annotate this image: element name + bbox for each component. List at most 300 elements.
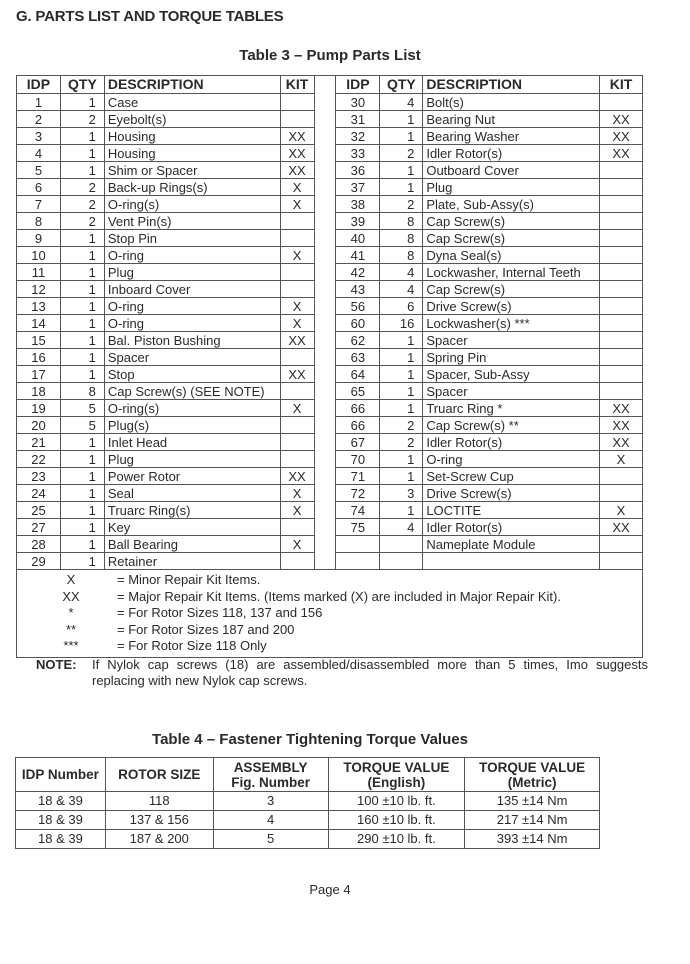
cell-description: O-ring: [104, 247, 280, 264]
cell-idp: [336, 553, 380, 570]
cell-idp: 38: [336, 196, 380, 213]
cell-qty: 1: [60, 451, 104, 468]
legend-item: [17, 572, 642, 589]
cell-description: Shim or Spacer: [104, 162, 280, 179]
cell-qty: 4: [380, 519, 423, 536]
cell-description: Cap Screw(s): [423, 281, 600, 298]
cell-torque-english: 290 ±10 lb. ft.: [328, 830, 465, 849]
cell-qty: 1: [60, 485, 104, 502]
cell-description: Spring Pin: [423, 349, 600, 366]
table-row: [16, 792, 600, 811]
cell-idp: 32: [336, 128, 380, 145]
cell-qty: 1: [60, 145, 104, 162]
legend-symbol: X: [66, 572, 76, 587]
legend-item: [17, 638, 642, 655]
cell-description: Lockwasher, Internal Teeth: [423, 264, 600, 281]
table-row: [17, 553, 643, 570]
cell-description: [423, 553, 600, 570]
cell-rotor-size: 187 & 200: [105, 830, 213, 849]
cell-qty: 6: [380, 298, 423, 315]
cell-qty: 1: [380, 179, 423, 196]
cell-idp: 22: [17, 451, 61, 468]
note: [36, 657, 648, 689]
torque-values-table: [15, 757, 600, 849]
cell-kit: X: [599, 451, 642, 468]
column-gap: [314, 383, 336, 400]
cell-kit: XX: [599, 417, 642, 434]
legend-text: = For Rotor Sizes 118, 137 and 156: [117, 605, 323, 620]
column-gap: [314, 298, 336, 315]
table-row: [17, 145, 643, 162]
cell-idp: 17: [17, 366, 61, 383]
cell-description: Power Rotor: [104, 468, 280, 485]
table-row: [17, 349, 643, 366]
cell-rotor-size: 137 & 156: [105, 811, 213, 830]
cell-description: Plug: [104, 451, 280, 468]
table-row: [17, 536, 643, 553]
cell-qty: 1: [60, 281, 104, 298]
cell-fig-number: 4: [213, 811, 328, 830]
column-gap: [314, 502, 336, 519]
cell-kit: [280, 230, 314, 247]
cell-idp: 18: [17, 383, 61, 400]
cell-qty: 2: [380, 196, 423, 213]
column-gap: [314, 553, 336, 570]
cell-qty: 4: [380, 94, 423, 111]
cell-idp: 30: [336, 94, 380, 111]
table-row: [17, 502, 643, 519]
cell-idp: 27: [17, 519, 61, 536]
cell-qty: 1: [60, 434, 104, 451]
col-header-idp: IDP: [336, 76, 380, 94]
legend-row: [17, 570, 643, 658]
cell-kit: X: [280, 485, 314, 502]
table-row: [17, 519, 643, 536]
cell-idp: 64: [336, 366, 380, 383]
cell-description: Vent Pin(s): [104, 213, 280, 230]
cell-description: Spacer: [104, 349, 280, 366]
cell-torque-metric: 393 ±14 Nm: [465, 830, 600, 849]
cell-idp: 65: [336, 383, 380, 400]
cell-qty: 1: [380, 502, 423, 519]
cell-idp: 23: [17, 468, 61, 485]
cell-idp: 71: [336, 468, 380, 485]
cell-idp: 70: [336, 451, 380, 468]
column-gap: [314, 349, 336, 366]
cell-description: Cap Screw(s) (SEE NOTE): [104, 383, 280, 400]
cell-idp: 74: [336, 502, 380, 519]
kit-legend: [17, 570, 643, 658]
column-gap: [314, 76, 336, 94]
table-row: [17, 179, 643, 196]
cell-description: O-ring: [104, 298, 280, 315]
cell-kit: X: [280, 502, 314, 519]
cell-qty: 1: [60, 536, 104, 553]
cell-kit: [599, 332, 642, 349]
cell-kit: [280, 349, 314, 366]
cell-idp: 41: [336, 247, 380, 264]
column-gap: [314, 281, 336, 298]
table-row: [17, 298, 643, 315]
legend-item: [17, 605, 642, 622]
cell-qty: 8: [380, 247, 423, 264]
cell-description: Truarc Ring *: [423, 400, 600, 417]
cell-qty: 1: [380, 366, 423, 383]
cell-qty: 1: [60, 349, 104, 366]
cell-kit: [280, 417, 314, 434]
col-header-kit: KIT: [280, 76, 314, 94]
cell-description: Retainer: [104, 553, 280, 570]
cell-idp: 3: [17, 128, 61, 145]
cell-qty: 5: [60, 417, 104, 434]
cell-qty: 2: [380, 434, 423, 451]
cell-qty: 1: [60, 128, 104, 145]
table-row: [17, 417, 643, 434]
cell-fig-number: 5: [213, 830, 328, 849]
cell-qty: 2: [60, 111, 104, 128]
cell-kit: [599, 281, 642, 298]
column-gap: [314, 162, 336, 179]
cell-idp: 6: [17, 179, 61, 196]
column-gap: [314, 468, 336, 485]
column-gap: [314, 417, 336, 434]
table-row: [17, 451, 643, 468]
cell-idp: 29: [17, 553, 61, 570]
cell-qty: 2: [60, 213, 104, 230]
col-header-description: DESCRIPTION: [104, 76, 280, 94]
table-header-row: [16, 758, 600, 792]
cell-description: Plate, Sub-Assy(s): [423, 196, 600, 213]
cell-kit: XX: [599, 111, 642, 128]
cell-idp-number: 18 & 39: [16, 811, 106, 830]
cell-kit: X: [280, 536, 314, 553]
cell-qty: 1: [60, 162, 104, 179]
column-gap: [314, 128, 336, 145]
cell-description: Idler Rotor(s): [423, 145, 600, 162]
column-gap: [314, 196, 336, 213]
cell-qty: 1: [380, 332, 423, 349]
cell-kit: XX: [599, 434, 642, 451]
legend-text: = For Rotor Sizes 187 and 200: [117, 621, 295, 637]
cell-idp: 15: [17, 332, 61, 349]
cell-description: Spacer: [423, 332, 600, 349]
cell-description: Housing: [104, 145, 280, 162]
cell-description: O-ring(s): [104, 196, 280, 213]
cell-description: Idler Rotor(s): [423, 519, 600, 536]
col-header-rotor-size: ROTOR SIZE: [105, 758, 213, 792]
table-row: [17, 213, 643, 230]
cell-kit: [599, 196, 642, 213]
column-gap: [314, 111, 336, 128]
column-gap: [314, 485, 336, 502]
cell-idp: 25: [17, 502, 61, 519]
table-row: [17, 111, 643, 128]
legend-symbol: XX: [62, 588, 80, 604]
cell-description: Back-up Rings(s): [104, 179, 280, 196]
cell-kit: [599, 162, 642, 179]
cell-qty: 1: [380, 111, 423, 128]
cell-kit: XX: [280, 128, 314, 145]
table-row: [17, 128, 643, 145]
table-row: [17, 332, 643, 349]
cell-idp: 40: [336, 230, 380, 247]
cell-torque-english: 100 ±10 lb. ft.: [328, 792, 465, 811]
cell-kit: [280, 281, 314, 298]
cell-torque-metric: 135 ±14 Nm: [465, 792, 600, 811]
cell-idp: 42: [336, 264, 380, 281]
column-gap: [314, 366, 336, 383]
cell-qty: 1: [60, 264, 104, 281]
cell-description: Ball Bearing: [104, 536, 280, 553]
cell-description: Outboard Cover: [423, 162, 600, 179]
column-gap: [314, 264, 336, 281]
column-gap: [314, 332, 336, 349]
cell-description: Bearing Washer: [423, 128, 600, 145]
cell-description: Stop Pin: [104, 230, 280, 247]
cell-qty: 1: [380, 400, 423, 417]
column-gap: [314, 179, 336, 196]
cell-idp: 13: [17, 298, 61, 315]
table-row: [17, 366, 643, 383]
cell-description: Inboard Cover: [104, 281, 280, 298]
cell-idp: 1: [17, 94, 61, 111]
column-gap: [314, 519, 336, 536]
cell-idp: 5: [17, 162, 61, 179]
cell-qty: 2: [60, 196, 104, 213]
cell-qty: 1: [380, 162, 423, 179]
cell-idp: 66: [336, 417, 380, 434]
cell-qty: 1: [380, 451, 423, 468]
cell-kit: [280, 451, 314, 468]
cell-description: Truarc Ring(s): [104, 502, 280, 519]
cell-description: Bearing Nut: [423, 111, 600, 128]
table-header-row: [17, 76, 643, 94]
cell-qty: [380, 553, 423, 570]
cell-idp: 24: [17, 485, 61, 502]
cell-kit: [599, 468, 642, 485]
cell-kit: [599, 366, 642, 383]
cell-kit: XX: [599, 519, 642, 536]
cell-description: Plug: [104, 264, 280, 281]
cell-qty: 1: [60, 230, 104, 247]
cell-kit: [280, 434, 314, 451]
cell-qty: 8: [380, 213, 423, 230]
col-header-qty: QTY: [380, 76, 423, 94]
cell-kit: [599, 230, 642, 247]
cell-qty: 1: [380, 128, 423, 145]
column-gap: [314, 213, 336, 230]
cell-qty: 1: [60, 298, 104, 315]
cell-description: Inlet Head: [104, 434, 280, 451]
cell-description: Drive Screw(s): [423, 485, 600, 502]
cell-kit: [280, 213, 314, 230]
cell-qty: 8: [60, 383, 104, 400]
cell-description: O-ring: [423, 451, 600, 468]
cell-description: Nameplate Module: [423, 536, 600, 553]
cell-description: LOCTITE: [423, 502, 600, 519]
cell-idp: 63: [336, 349, 380, 366]
col-header-torque-metric: TORQUE VALUE (Metric): [465, 758, 600, 792]
note-text: If Nylok cap screws (18) are assembled/disassembled more than 5 times, Imo suggests replacing with new Nylok cap screws.: [92, 657, 648, 688]
cell-qty: 2: [60, 179, 104, 196]
column-gap: [314, 315, 336, 332]
cell-description: Bal. Piston Bushing: [104, 332, 280, 349]
table-row: [16, 811, 600, 830]
cell-description: Case: [104, 94, 280, 111]
cell-qty: 2: [380, 417, 423, 434]
cell-kit: [599, 485, 642, 502]
table-row: [17, 230, 643, 247]
column-gap: [314, 536, 336, 553]
cell-idp: 10: [17, 247, 61, 264]
col-header-idp: IDP: [17, 76, 61, 94]
cell-kit: X: [280, 179, 314, 196]
cell-idp: 16: [17, 349, 61, 366]
cell-kit: [280, 94, 314, 111]
cell-description: Lockwasher(s) ***: [423, 315, 600, 332]
column-gap: [314, 230, 336, 247]
cell-description: Cap Screw(s) **: [423, 417, 600, 434]
table-row: [17, 383, 643, 400]
table-row: [17, 400, 643, 417]
cell-idp: 31: [336, 111, 380, 128]
cell-idp: 7: [17, 196, 61, 213]
cell-kit: X: [599, 502, 642, 519]
section-title: G. PARTS LIST AND TORQUE TABLES: [16, 8, 284, 25]
cell-description: Set-Screw Cup: [423, 468, 600, 485]
column-gap: [314, 451, 336, 468]
col-header-torque-english: TORQUE VALUE (English): [328, 758, 465, 792]
cell-idp: 9: [17, 230, 61, 247]
cell-description: Spacer, Sub-Assy: [423, 366, 600, 383]
cell-qty: 1: [60, 519, 104, 536]
cell-description: O-ring: [104, 315, 280, 332]
cell-qty: 1: [60, 553, 104, 570]
cell-qty: 1: [380, 349, 423, 366]
cell-idp: 56: [336, 298, 380, 315]
cell-qty: [380, 536, 423, 553]
cell-kit: [599, 553, 642, 570]
cell-kit: [599, 315, 642, 332]
col-header-idp-number: IDP Number: [16, 758, 106, 792]
cell-description: Spacer: [423, 383, 600, 400]
cell-description: Key: [104, 519, 280, 536]
cell-idp: 72: [336, 485, 380, 502]
table-row: [17, 94, 643, 111]
cell-qty: 1: [60, 468, 104, 485]
cell-description: Idler Rotor(s): [423, 434, 600, 451]
cell-idp: 66: [336, 400, 380, 417]
cell-idp: 2: [17, 111, 61, 128]
cell-kit: [599, 298, 642, 315]
table-row: [17, 485, 643, 502]
cell-description: Seal: [104, 485, 280, 502]
cell-description: Housing: [104, 128, 280, 145]
cell-qty: 8: [380, 230, 423, 247]
cell-qty: 1: [60, 247, 104, 264]
cell-kit: X: [280, 298, 314, 315]
cell-rotor-size: 118: [105, 792, 213, 811]
column-gap: [314, 94, 336, 111]
legend-item: [17, 589, 642, 606]
table-row: [17, 247, 643, 264]
cell-qty: 1: [60, 315, 104, 332]
cell-fig-number: 3: [213, 792, 328, 811]
column-gap: [314, 400, 336, 417]
column-gap: [314, 434, 336, 451]
cell-description: Cap Screw(s): [423, 230, 600, 247]
cell-kit: XX: [280, 468, 314, 485]
cell-kit: XX: [280, 162, 314, 179]
col-header-kit: KIT: [599, 76, 642, 94]
cell-description: Dyna Seal(s): [423, 247, 600, 264]
column-gap: [314, 145, 336, 162]
cell-idp-number: 18 & 39: [16, 830, 106, 849]
cell-kit: [280, 111, 314, 128]
cell-idp: 33: [336, 145, 380, 162]
cell-idp: 37: [336, 179, 380, 196]
cell-kit: XX: [280, 366, 314, 383]
cell-qty: 1: [60, 366, 104, 383]
cell-qty: 16: [380, 315, 423, 332]
legend-symbol: **: [65, 621, 77, 637]
cell-description: Stop: [104, 366, 280, 383]
cell-qty: 1: [60, 94, 104, 111]
cell-description: Eyebolt(s): [104, 111, 280, 128]
legend-text: = Major Repair Kit Items. (Items marked (X) are included in Major Repair Kit).: [117, 588, 561, 604]
legend-text: = For Rotor Size 118 Only: [117, 638, 267, 653]
cell-qty: 3: [380, 485, 423, 502]
cell-kit: XX: [280, 145, 314, 162]
cell-idp: 19: [17, 400, 61, 417]
cell-idp: 8: [17, 213, 61, 230]
cell-idp: 12: [17, 281, 61, 298]
cell-kit: XX: [599, 400, 642, 417]
cell-kit: [599, 94, 642, 111]
cell-idp: 14: [17, 315, 61, 332]
column-gap: [314, 247, 336, 264]
cell-idp: 67: [336, 434, 380, 451]
table-row: [17, 196, 643, 213]
page-number: Page 4: [309, 882, 351, 897]
cell-idp: 62: [336, 332, 380, 349]
parts-list-table: [16, 75, 643, 658]
table-row: [17, 264, 643, 281]
cell-description: Cap Screw(s): [423, 213, 600, 230]
cell-description: Drive Screw(s): [423, 298, 600, 315]
cell-description: Plug(s): [104, 417, 280, 434]
cell-kit: [599, 247, 642, 264]
cell-description: O-ring(s): [104, 400, 280, 417]
legend-symbol: *: [68, 605, 74, 620]
table-row: [17, 468, 643, 485]
cell-kit: [280, 519, 314, 536]
cell-kit: [280, 553, 314, 570]
cell-idp: 11: [17, 264, 61, 281]
cell-kit: [599, 536, 642, 553]
cell-qty: 4: [380, 264, 423, 281]
cell-kit: X: [280, 400, 314, 417]
cell-torque-metric: 217 ±14 Nm: [465, 811, 600, 830]
cell-qty: 1: [380, 468, 423, 485]
cell-idp-number: 18 & 39: [16, 792, 106, 811]
cell-kit: [280, 264, 314, 281]
table-row: [17, 281, 643, 298]
cell-kit: [599, 179, 642, 196]
cell-idp: 43: [336, 281, 380, 298]
cell-idp: 20: [17, 417, 61, 434]
cell-kit: [599, 383, 642, 400]
